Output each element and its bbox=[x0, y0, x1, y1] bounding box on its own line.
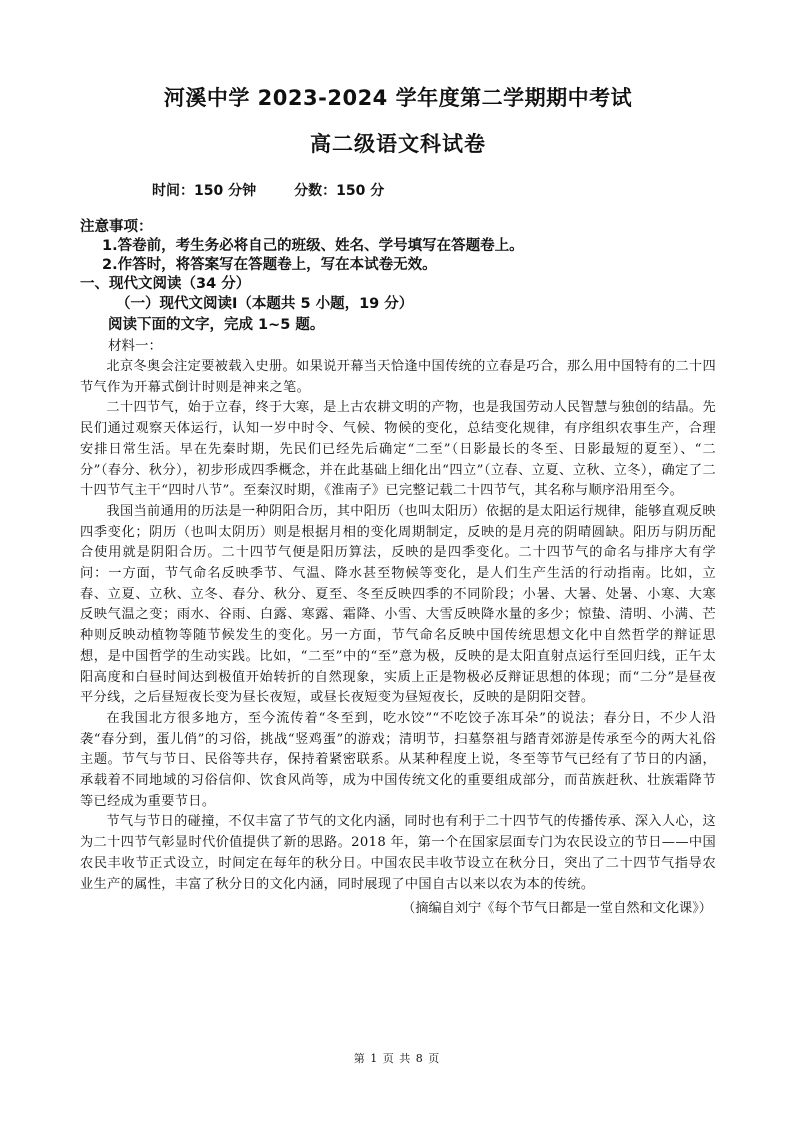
passage-paragraph-2: 二十四节气，始于立春，终于大寒，是上古农耕文明的产物，也是我国劳动人民智慧与独创的结晶。先民们通过观察天体运行，认知一岁中时令、气候、物候的变化，总结变化规律，有序组织农事生产，合理安排日常生活。早在先秦时期，先民们已经先后确定“二至”（日影最长的冬至、日影最短的夏至）、“二分”（春分、秋分），初步形成四季概念，并在此基础上细化出“四立”（立春、立夏、立秋、立冬），确定了二十四节气主干“四时八节”。至秦汉时期，《淮南子》已完整记载二十四节气，其名称与顺序沿用至今。 bbox=[80, 400, 716, 499]
page-footer: 第 1 页 共 8 页 bbox=[353, 1052, 441, 1065]
notice-item-1: 1.答卷前，考生务必将自己的班级、姓名、学号填写在答题卷上。 bbox=[102, 238, 524, 254]
reading-passage bbox=[80, 357, 716, 895]
material-label: 材料一： bbox=[108, 338, 162, 354]
section-subtitle: （一）现代文阅读Ⅰ（本题共 5 小题，19 分） bbox=[116, 296, 414, 312]
notice-item-2: 2.作答时，将答案写在答题卷上，写在本试卷无效。 bbox=[102, 257, 437, 273]
notice-block bbox=[80, 218, 716, 275]
passage-paragraph-1: 北京冬奥会注定要被载入史册。如果说开幕当天恰逢中国传统的立春是巧合，那么用中国特有的二十四节气作为开幕式倒计时则是神来之笔。 bbox=[80, 359, 716, 395]
exam-title: 河溪中学 2023-2024 学年度第二学期期中考试 bbox=[163, 86, 633, 110]
passage-paragraph-5: 节气与节日的碰撞，不仅丰富了节气的文化内涵，同时也有利于二十四节气的传播传承、深入人心，这为二十四节气彰显时代价值提供了新的思路。2018 年，第一个在国家层面专门为农民设立的节日——中国农民丰收节正式设立，时间定在每年的秋分日。中国农民丰收节设立在秋分日，突出了二十四节气指导农业生产的属性，丰富了秋分日的文化内涵，同时展现了中国自古以来以农为本的传统。 bbox=[80, 814, 716, 892]
section-instruction: 阅读下面的文字，完成 1~5 题。 bbox=[108, 317, 325, 333]
exam-meta bbox=[152, 180, 716, 200]
notice-heading: 注意事项： bbox=[80, 219, 153, 235]
exam-subtitle: 高二级语文科试卷 bbox=[310, 132, 486, 156]
exam-score: 分数：150 分 bbox=[294, 183, 385, 199]
passage-paragraph-3: 我国当前通用的历法是一种阴阳合历，其中阳历（也叫太阳历）依据的是太阳运行规律，能够直观反映四季变化；阴历（也叫太阴历）则是根据月相的变化周期制定，反映的是月亮的阴晴圆缺。阳历与阴历配合使用就是阴阳合历。二十四节气便是阳历算法，反映的是四季变化。二十四节气的命名与排序大有学问：一方面，节气命名反映季节、气温、降水甚至物候等变化，是人们生产生活的行动指南。比如，立春、立夏、立秋、立冬、春分、秋分、夏至、冬至反映四季的不同阶段；小暑、大暑、处暑、小寒、大寒反映气温之变；雨水、谷雨、白露、寒露、霜降、小雪、大雪反映降水量的多少；惊蛰、清明、小满、芒种则反映动植物等随节候发生的变化。另一方面，节气命名反映中国传统思想文化中自然哲学的辩证思想，是中国哲学的生动实践。比如，“二至”中的“至”意为极，反映的是太阳直射点运行至回归线，正午太阳高度和白昼时间达到极值开始转折的自然现象，实质上正是物极必反辩证思想的体现；而“二分”是昼夜平分线，之后昼短夜长变为昼长夜短，或昼长夜短变为昼短夜长，反映的是阴阳交替。 bbox=[80, 503, 716, 706]
passage-paragraph-4: 在我国北方很多地方，至今流传着“冬至到，吃水饺”“不吃饺子冻耳朵”的说法；春分日，不少人沿袭“春分到，蛋儿俏”的习俗，挑战“竖鸡蛋”的游戏；清明节，扫墓祭祖与踏青郊游是传承至今的两大礼俗主题。节气与节日、民俗等共存，保持着紧密联系。从某种程度上说，冬至等节气已经有了节日的内涵，承载着不同地域的习俗信仰、饮食风尚等，成为中国传统文化的重要组成部分，而苗族赶秋、壮族霜降节等已经成为重要节日。 bbox=[80, 710, 716, 809]
passage-source: （摘编自刘宁《每个节气日都是一堂自然和文化课》） bbox=[402, 901, 712, 917]
exam-time: 时间：150 分钟 bbox=[152, 183, 257, 199]
section-title: 一、现代文阅读（34 分） bbox=[80, 276, 251, 292]
